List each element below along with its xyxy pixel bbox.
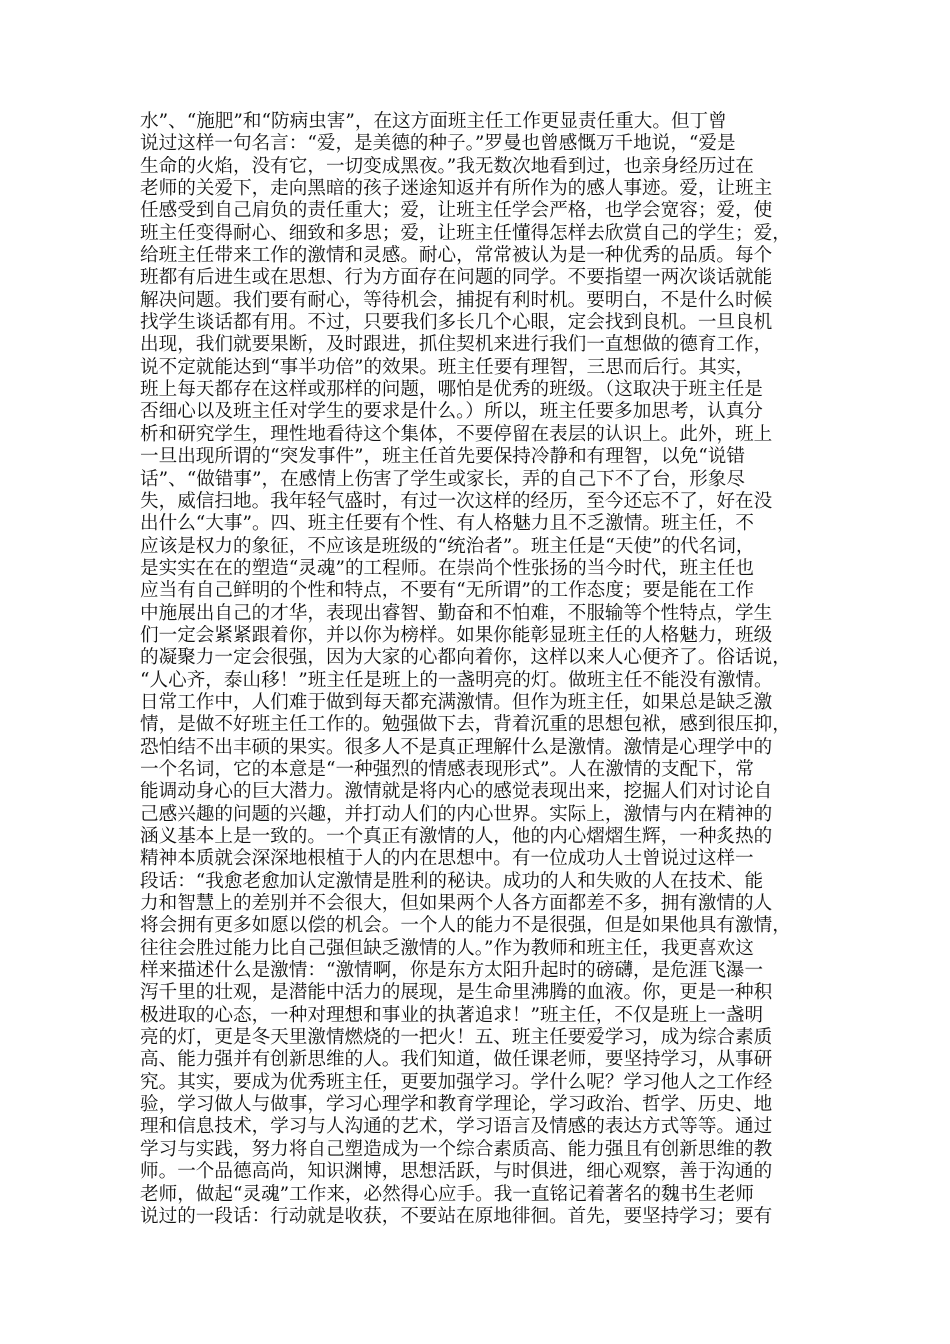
text-line: 高、能力强并有创新思维的人。我们知道，做任课老师，要坚持学习，从事研 [140,1049,773,1071]
text-line: 解决问题。我们要有耐心，等待机会，捕捉有利时机。要明白，不是什么时候 [140,289,773,311]
text-line: 学习与实践，努力将自己塑造成为一个综合素质高、能力强且有创新思维的教 [140,1138,773,1160]
text-line: 班都有后进生或在思想、行为方面存在问题的同学。不要指望一两次谈话就能 [140,267,773,289]
text-line: 们一定会紧紧跟着你，并以你为榜样。如果你能彰显班主任的人格魅力，班级 [140,624,773,646]
body-text [140,111,812,1228]
text-line: 恐怕结不出丰硕的果实。很多人不是真正理解什么是激情。激情是心理学中的 [140,736,773,758]
text-line: 段话：“我愈老愈加认定激情是胜利的秘诀。成功的人和失败的人在技术、能 [140,870,764,892]
text-line: “人心齐，泰山移！”班主任是班上的一盏明亮的灯。做班主任不能没有激情。 [140,669,773,691]
text-line: 验，学习做人与做事，学习心理学和教育学理论，学习政治、哲学、历史、地 [140,1094,773,1116]
text-line: 亮的灯，更是冬天里激情燃烧的一把火！五、班主任要爱学习，成为综合素质 [140,1027,773,1049]
text-line: 应该是权力的象征，不应该是班级的“统治者”。班主任是“天使”的代名词， [140,535,755,557]
text-line: 情，是做不好班主任工作的。勉强做下去，背着沉重的思想包袱，感到很压抑， [140,714,791,736]
text-line: 精神本质就会深深地根植于人的内在思想中。有一位成功人士曾说过这样一 [140,848,754,870]
text-line: 能调动身心的巨大潜力。激情就是将内心的感觉表现出来，挖掘人们对讨论自 [140,781,773,803]
text-line: 任感受到自己肩负的责任重大；爱，让班主任学会严格，也学会宽容；爱，使 [140,200,773,222]
text-line: 的凝聚力一定会很强，因为大家的心都向着你，这样以来人心便齐了。俗话说， [140,647,791,669]
text-line: 样来描述什么是激情：“激情啊，你是东方太阳升起时的磅礴，是危涯飞瀑一 [140,960,764,982]
text-line: 涵义基本上是一致的。一个真正有激情的人，他的内心熠熠生辉，一种炙热的 [140,826,773,847]
text-line: 一个名词，它的本意是“一种强烈的情感表现形式”。人在激情的支配下，常 [140,758,755,780]
text-line: 师。一个品德高尚，知识渊博，思想活跃，与时俱进，细心观察，善于沟通的 [140,1161,773,1183]
text-line: 一旦出现所谓的“突发事件”，班主任首先要保持冷静和有理智，以免“说错 [140,446,745,468]
text-line: 泻千里的壮观，是潜能中活力的展现，是生命里沸腾的血液。你，更是一种积 [140,982,773,1004]
text-line: 老师的关爱下，走向黑暗的孩子迷途知返并有所作为的感人事迹。爱，让班主 [140,178,773,200]
text-line: 说过这样一句名言：“爱，是美德的种子。”罗曼也曾感慨万千地说，“爱是 [140,133,736,155]
text-line: 出现，我们就要果断，及时跟进，抓住契机来进行我们一直想做的德育工作， [140,334,773,356]
text-line: 说不定就能达到“事半功倍”的效果。班主任要有理智，三思而后行。其实， [140,356,755,378]
text-line: 将会拥有更多如愿以偿的机会。一个人的能力不是很强，但是如果他具有激情， [140,915,791,937]
text-line: 说过的一段话：行动就是收获，不要站在原地徘徊。首先，要坚持学习；要有 [140,1205,773,1227]
text-line: 析和研究学生，理性地看待这个集体，不要停留在表层的认识上。此外，班上 [140,423,773,445]
text-line: 应当有自己鲜明的个性和特点，不要有“无所谓”的工作态度；要是能在工作 [140,580,755,602]
text-line: 力和智慧上的差别并不会很大，但如果两个人各方面都差不多，拥有激情的人 [140,893,773,915]
text-line: 生命的火焰，没有它，一切变成黑夜。”我无数次地看到过，也亲身经历过在 [140,155,754,177]
text-line: 水”、“施肥”和“防病虫害”，在这方面班主任工作更显责任重大。但丁曾 [140,111,727,132]
text-line: 往往会胜过能力比自己强但缺乏激情的人。”作为教师和班主任，我更喜欢这 [140,937,754,959]
text-line: 究。其实，要成为优秀班主任，更要加强学习。学什么呢？学习他人之工作经 [140,1071,773,1093]
text-line: 出什么“大事”。四、班主任要有个性、有人格魅力且不乏激情。班主任，不 [140,513,755,535]
text-line: 否细心以及班主任对学生的要求是什么。）所以，班主任要多加思考，认真分 [140,401,763,423]
text-line: 极进取的心态，一种对理想和事业的执著追求！”班主任，不仅是班上一盏明 [140,1004,764,1026]
text-line: 班主任变得耐心、细致和多思；爱，让班主任懂得怎样去欣赏自己的学生；爱， [140,222,791,244]
text-line: 日常工作中，人们难于做到每天都充满激情。但作为班主任，如果总是缺乏激 [140,691,773,713]
text-line: 失，威信扫地。我年轻气盛时，有过一次这样的经历，至今还忘不了，好在没 [140,490,773,512]
text-line: 是实实在在的塑造“灵魂”的工程师。在崇尚个性张扬的当今时代，班主任也 [140,557,755,579]
text-line: 己感兴趣的问题的兴趣，并打动人们的内心世界。实际上，激情与内在精神的 [140,803,773,825]
text-line: 理和信息技术，学习与人沟通的艺术，学习语言及情感的表达方式等等。通过 [140,1116,773,1138]
text-line: 给班主任带来工作的激情和灵感。耐心，常常被认为是一种优秀的品质。每个 [140,245,773,267]
text-line: 话”、“做错事”，在感情上伤害了学生或家长，弄的自己下不了台，形象尽 [140,468,745,490]
text-line: 找学生谈话都有用。不过，只要我们多长几个心眼，定会找到良机。一旦良机 [140,312,773,334]
text-line: 中施展出自己的才华，表现出睿智、勤奋和不怕难，不服输等个性特点，学生 [140,602,773,624]
text-line: 老师，做起“灵魂”工作来，必然得心应手。我一直铭记着著名的魏书生老师 [140,1183,755,1205]
text-line: 班上每天都存在这样或那样的问题，哪怕是优秀的班级。（这取决于班主任是 [140,379,763,401]
